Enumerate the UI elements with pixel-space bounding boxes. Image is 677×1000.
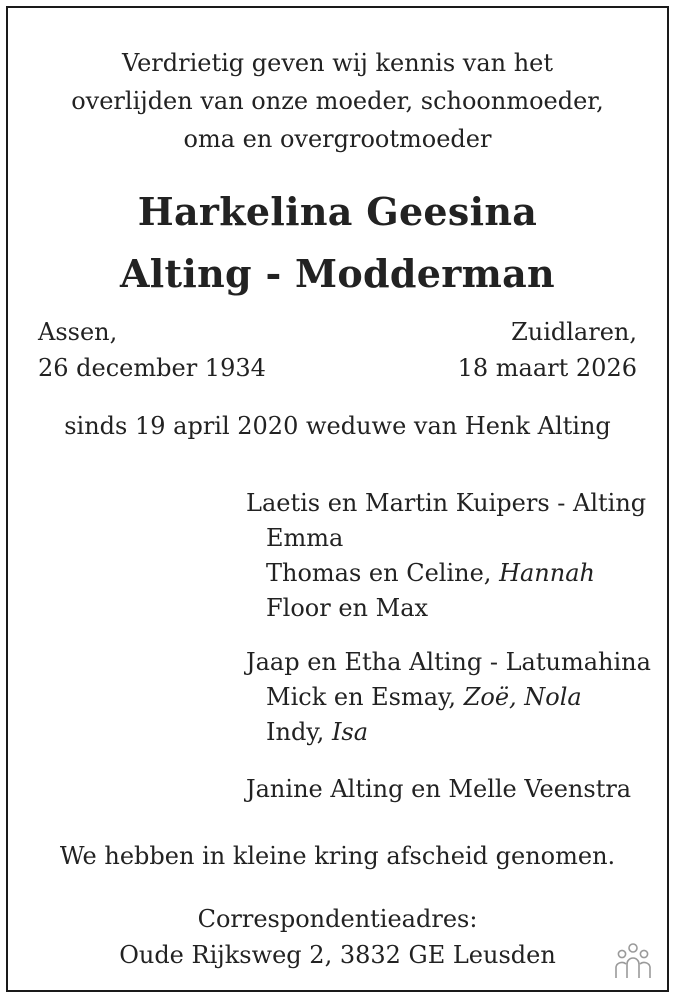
family-people-icon <box>611 940 655 980</box>
death-place: Zuidlaren, <box>511 318 637 346</box>
family-group-1-child-1: Emma <box>266 524 344 552</box>
family-group-1-child-3: Floor en Max <box>266 594 429 622</box>
family-group-2-parent: Jaap en Etha Alting - Latumahina <box>246 648 651 676</box>
farewell-text: We hebben in kleine kring afscheid genomen. <box>59 842 616 870</box>
intro-line-1: Verdrietig geven wij kennis van het <box>121 49 554 77</box>
family-spacer <box>246 626 651 645</box>
deceased-name-line-1: Harkelina Geesina <box>137 189 538 234</box>
family-group-2-child-1 <box>246 680 651 715</box>
family-list <box>246 486 651 807</box>
deceased-name-line-2: Alting - Modderman <box>120 251 555 296</box>
correspondence-label: Correspondentieadres: <box>197 905 478 933</box>
death-date: 18 maart 2026 <box>457 354 637 382</box>
grandchild-name: Isa <box>331 718 369 746</box>
child-names: Thomas en Celine, <box>266 559 500 587</box>
birth-info <box>38 314 266 386</box>
intro-line-3: oma en overgrootmoeder <box>183 125 492 153</box>
death-info <box>458 314 637 386</box>
intro-text <box>8 44 667 158</box>
widow-line: sinds 19 april 2020 weduwe van Henk Alting <box>64 412 611 440</box>
correspondence <box>8 901 667 973</box>
deceased-name <box>8 181 667 305</box>
child-names: Mick en Esmay, <box>266 683 464 711</box>
family-group-2-child-2 <box>246 715 651 750</box>
correspondence-address: Oude Rijksweg 2, 3832 GE Leusden <box>119 941 556 969</box>
grandchild-name: Hannah <box>499 559 595 587</box>
family-group-1-child-2 <box>246 556 651 591</box>
family-group-1-parent: Laetis en Martin Kuipers - Alting <box>246 489 647 517</box>
family-group-3-parent: Janine Alting en Melle Veenstra <box>246 775 632 803</box>
intro-line-2: overlijden van onze moeder, schoonmoeder, <box>71 87 604 115</box>
birth-place: Assen, <box>38 318 118 346</box>
obituary-card <box>6 6 669 992</box>
grandchild-name: Zoë, Nola <box>463 683 582 711</box>
family-spacer <box>246 750 651 772</box>
child-names: Indy, <box>266 718 332 746</box>
birth-date: 26 december 1934 <box>38 354 266 382</box>
